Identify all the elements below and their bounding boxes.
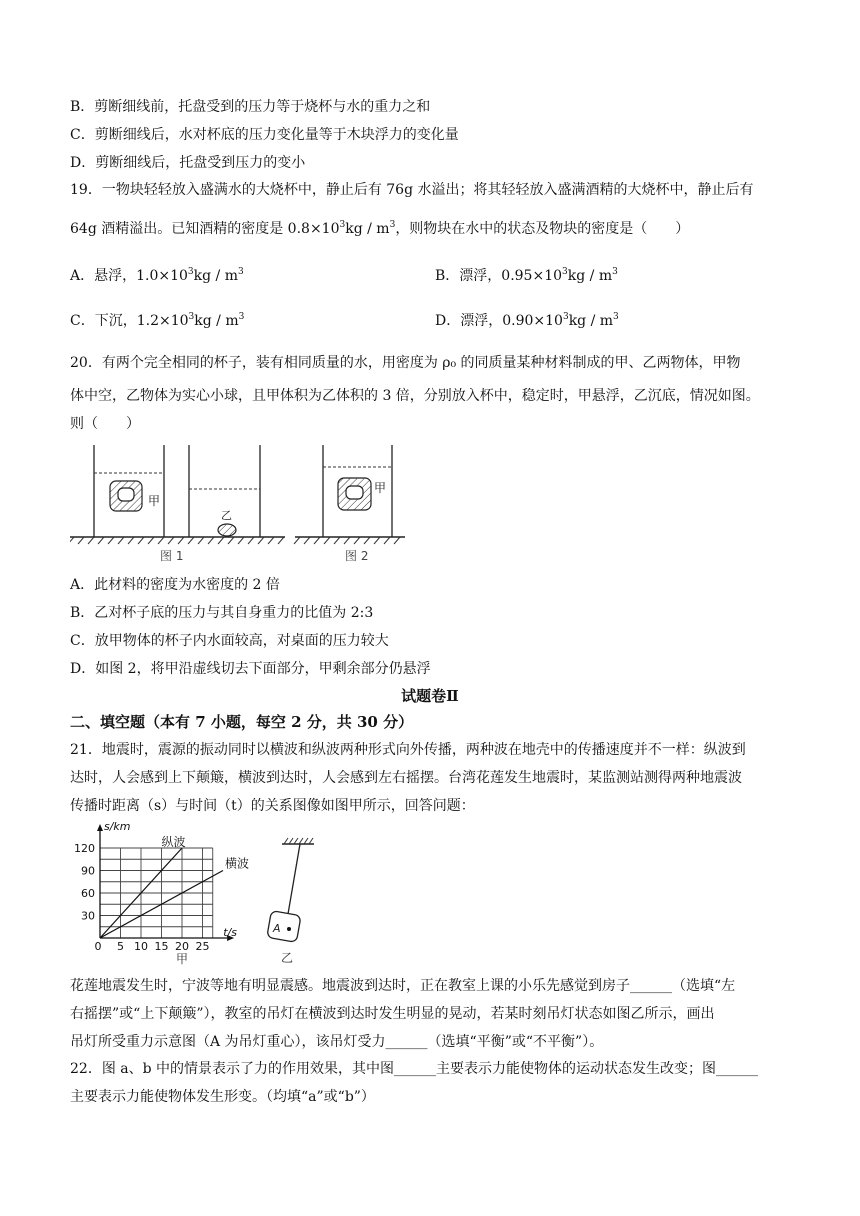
q20-figure [70, 440, 410, 570]
q20-stem-line1: 20．有两个完全相同的杯子，装有相同质量的水，用密度为 ρ₀ 的同质量某种材料制成的甲、乙两物体，甲物 [70, 355, 741, 371]
wave-chart [70, 818, 255, 966]
q20-option-d: D．如图 2，将甲沿虚线切去下面部分，甲剩余部分仍悬浮 [70, 661, 431, 677]
label-jia-fig2: 甲 [374, 481, 387, 495]
lamp-label-a: A [273, 922, 281, 935]
chart-series [100, 834, 249, 938]
label-jia-fig1: 甲 [148, 494, 161, 508]
caption-fig2: 图 2 [345, 549, 369, 563]
section-title: 试题卷Ⅱ [401, 687, 459, 705]
q21-stem-line1: 21．地震时，震源的振动同时以横波和纵波两种形式向外传播，两种波在地壳中的传播速度并不一样：纵波到 [70, 742, 746, 758]
y-tick-label: 60 [81, 887, 95, 900]
ceiling-hatch [284, 838, 313, 844]
q20-option-c: C．放甲物体的杯子内水面较高，对桌面的压力较大 [70, 633, 389, 649]
q21-stem-line5: 右摇摆”或“上下颠簸”），教室的吊灯在横波到达时发生明显的晃动，若某时刻吊灯状态如图乙所示，画出 [70, 1006, 715, 1022]
label-yi-fig1: 乙 [221, 509, 232, 522]
cup-jia-fig1 [94, 445, 164, 537]
lamp-body [267, 911, 301, 943]
q20-option-a: A．此材料的密度为水密度的 2 倍 [70, 577, 280, 593]
x-tick-label: 0 [94, 940, 102, 953]
q19-option-d: D．漂浮，$0.90\times 10^3kg / m^3$ [435, 312, 619, 329]
y-axis-label: s/km [104, 820, 131, 833]
x-tick-label: 15 [154, 940, 169, 953]
q18-option-d: D．剪断细线后，托盘受到压力的变小 [70, 155, 306, 171]
q22-stem-line1: 22．图 a、b 中的情景表示了力的作用效果，其中图______主要表示力能使物体的运动状态发生改变；图______ [70, 1061, 759, 1077]
q21-stem-line4: 花莲地震发生时，宁波等地有明显震感。地震波到达时，正在教室上课的小乐先感觉到房子______（选填“左 [70, 978, 736, 994]
ground-hatch-fig2 [294, 537, 400, 544]
q21-stem-line2: 达时，人会感到上下颠簸，横波到达时，人会感到左右摇摆。台湾花莲发生地震时，某监测站测得两种地震波 [70, 770, 742, 786]
q19-option-a: A．悬浮，$1.0\times 10^3kg / m^3$ [70, 267, 244, 284]
series-label: 纵波 [161, 834, 186, 849]
chart-grid [100, 848, 213, 938]
q21-stem-line3: 传播时距离（s）与时间（t）的关系图像如图甲所示，回答问题： [70, 798, 475, 814]
section-heading: 二、填空题（本有 7 小题，每空 2 分，共 30 分） [70, 713, 414, 731]
center-of-gravity-dot [287, 927, 291, 931]
x-tick-label: 10 [134, 940, 148, 953]
series-label: 横波 [225, 856, 250, 871]
y-tick-label: 120 [74, 842, 95, 855]
x-tick-label: 20 [175, 940, 189, 953]
x-tick-label: 5 [117, 940, 124, 953]
pendulum-string [288, 844, 300, 914]
caption-fig1: 图 1 [160, 549, 184, 563]
x-axis-label: t/s [223, 926, 237, 939]
cup-yi-fig1 [189, 445, 260, 537]
y-tick-label: 90 [81, 864, 95, 878]
q20-stem-line2: 体中空，乙物体为实心小球，且甲体积为乙体积的 3 倍，分别放入杯中，稳定时，甲悬浮，乙沉底，情况如图。 [70, 388, 760, 404]
x-tick-label: 25 [195, 940, 210, 953]
q20-option-b: B．乙对杯子底的压力与其自身重力的比值为 2:3 [70, 605, 374, 621]
q22-stem-line2: 主要表示力能使物体发生形变。（均填“a”或“b”） [70, 1089, 375, 1105]
ground-hatch-fig1 [70, 537, 284, 544]
q20-stem-line3: 则（ ） [70, 416, 140, 432]
q18-option-c: C．剪断细线后，水对杯底的压力变化量等于木块浮力的变化量 [70, 127, 459, 143]
y-tick-label: 30 [81, 909, 95, 923]
y-axis-arrow [97, 824, 103, 831]
q19-stem-line2: 64g 酒精溢出。已知酒精的密度是 $0.8\times 10^3kg / m^3$，则物块在水中的状态及物块的密度是（ ） [70, 220, 690, 237]
chart-caption: 甲 [175, 952, 189, 966]
q19-stem-line1: 19．一物块轻轻放入盛满水的大烧杯中，静止后有 76g 水溢出；将其轻轻放入盛满酒精的大烧杯中，静止后有 [70, 182, 754, 198]
q19-option-b: B．漂浮，$0.95\times 10^3kg / m^3$ [435, 267, 618, 284]
q19-option-c: C．下沉，$1.2\times 10^3kg / m^3$ [70, 312, 245, 329]
q21-stem-line6: 吊灯所受重力示意图（A 为吊灯重心），该吊灯受力______（选填“平衡”或“不平衡”）。 [70, 1034, 604, 1050]
q18-option-b: B．剪断细线前，托盘受到的压力等于烧杯与水的重力之和 [70, 99, 431, 115]
pendulum-caption: 乙 [281, 951, 294, 965]
pendulum-figure [262, 818, 332, 966]
